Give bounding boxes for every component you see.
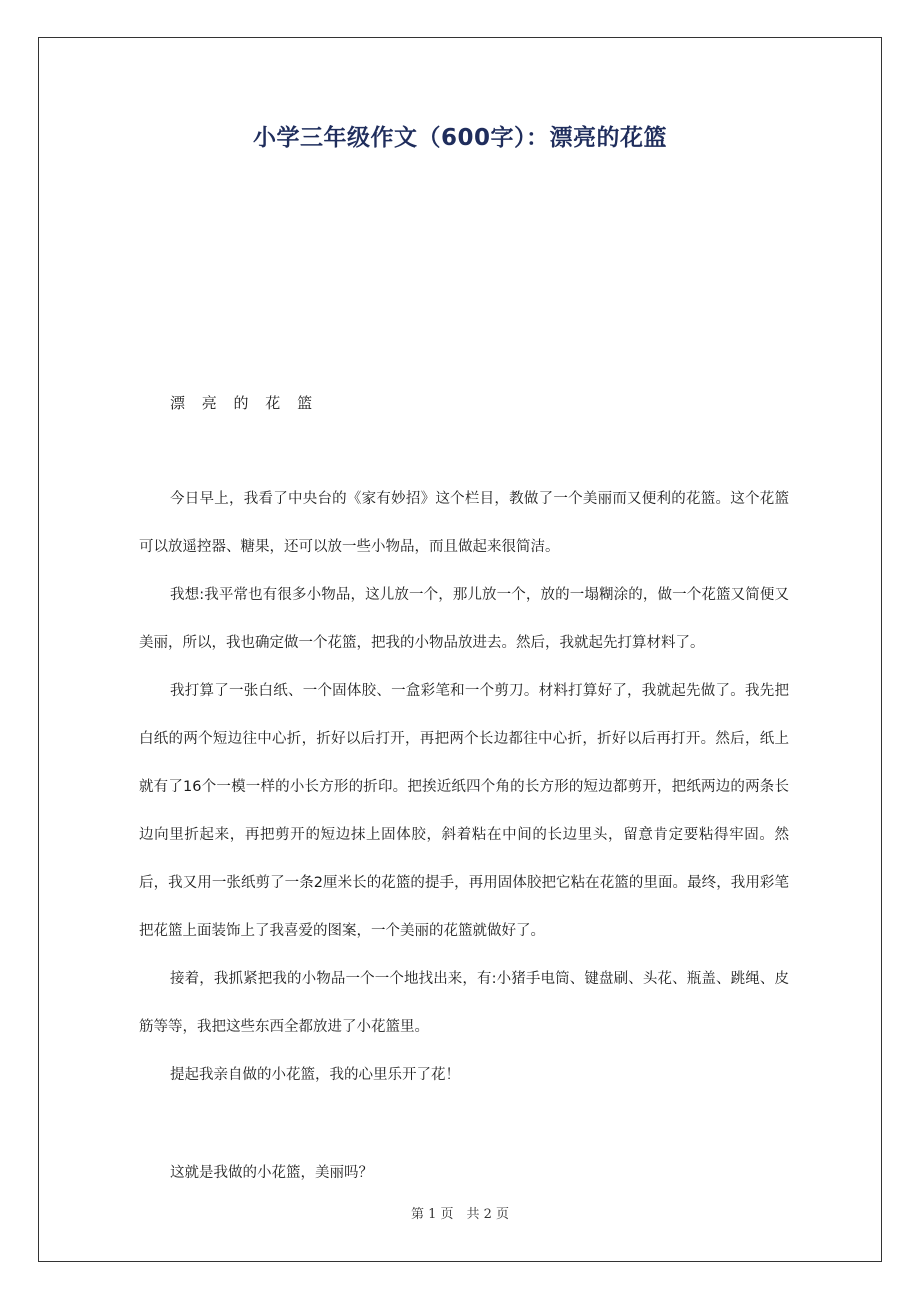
page-number: 第 1 页 共 2 页 bbox=[410, 1207, 510, 1222]
paragraph-5: 提起我亲自做的小花篮，我的心里乐开了花！ bbox=[170, 1067, 460, 1083]
paragraph-3: 我打算了一张白纸、一个固体胶、一盒彩笔和一个剪刀。材料打算好了，我就起先做了。我先把白纸的两个短边往中心折，折好以后打开，再把两个长边都往中心折，折好以后再打开。然后，纸上就有了16个一模一样的小长方形的折印。把挨近纸四个角的长方形的短边都剪开，把纸两边的两条长边向里折起来，再把剪开的短边抹上固体胶，斜着粘在中间的长边里头，留意肯定要粘得牢固。然后，我又用一张纸剪了一条2厘米长的花篮的提手，再用固体胶把它粘在花篮的里面。最终，我用彩笔把花篮上面装饰上了我喜爱的图案，一个美丽的花篮就做好了。 bbox=[139, 683, 789, 939]
closing-line: 这就是我做的小花篮，美丽吗？ bbox=[170, 1165, 373, 1181]
essay-body bbox=[139, 475, 789, 1099]
paragraph-1: 今日早上，我看了中央台的《家有妙招》这个栏目，教做了一个美丽而又便利的花篮。这个花篮可以放遥控器、糖果，还可以放一些小物品，而且做起来很简洁。 bbox=[139, 491, 789, 555]
paragraph-2: 我想:我平常也有很多小物品，这儿放一个，那儿放一个，放的一塌糊涂的，做一个花篮又简便又美丽，所以，我也确定做一个花篮，把我的小物品放进去。然后，我就起先打算材料了。 bbox=[139, 587, 789, 651]
document-title: 小学三年级作文（600字）：漂亮的花篮 bbox=[252, 125, 667, 151]
essay-heading: 漂 亮 的 花 篮 bbox=[170, 394, 319, 412]
paragraph-4: 接着，我抓紧把我的小物品一个一个地找出来，有:小猪手电筒、键盘刷、头花、瓶盖、跳绳、皮筋等等，我把这些东西全都放进了小花篮里。 bbox=[139, 971, 789, 1035]
